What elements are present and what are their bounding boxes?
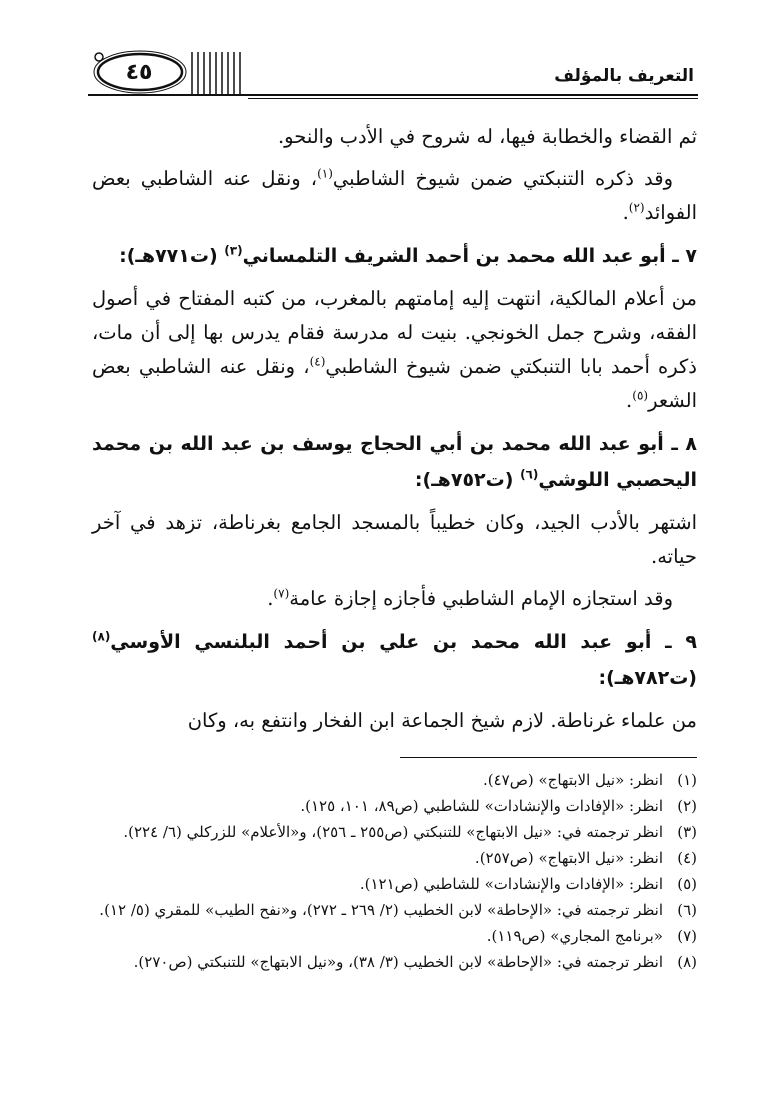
footnote-separator <box>400 757 697 758</box>
paragraph-5-text-b: . <box>267 587 274 610</box>
footnote <box>92 872 697 897</box>
footnote-text: انظر ترجمته في: «الإحاطة» لابن الخطيب (٣/ ٣٨)، و«نيل الابتهاج» للتنبكتي (ص٢٧٠). <box>133 953 663 971</box>
footnote-number: (٦) <box>677 901 697 919</box>
footnote-text: انظر: «الإفادات والإنشادات» للشاطبي (ص٨٩، ١٠١، ١٢٥). <box>300 797 663 815</box>
heading-7-text: ٧ ـ أبو عبد الله محمد بن أحمد الشريف التلمساني <box>242 245 697 267</box>
paragraph-2-text-c: . <box>622 201 629 224</box>
footnote-text: انظر: «نيل الابتهاج» (ص٤٧). <box>482 771 663 789</box>
page-header <box>88 48 698 100</box>
footnote-text: انظر ترجمته في: «الإحاطة» لابن الخطيب (٢/ ٢٦٩ ـ ٢٧٢)، و«نفح الطيب» للمقري (٥/ ١٢). <box>99 901 663 919</box>
paragraph-1 <box>92 120 697 154</box>
paragraph-5-text-a: وقد استجازه الإمام الشاطبي فأجازه إجازة عامة <box>289 587 673 610</box>
footnote-number: (٨) <box>677 953 697 971</box>
footnote-text: انظر: «نيل الابتهاج» (ص٢٥٧). <box>474 849 663 867</box>
paragraph-2-text-a: وقد ذكره التنبكتي ضمن شيوخ الشاطبي <box>332 167 673 190</box>
paragraph-3-text-c: . <box>626 389 633 412</box>
footnote-number: (٧) <box>677 927 697 945</box>
footnote-ref-1[interactable]: (١) <box>317 166 333 181</box>
footnote <box>92 768 697 793</box>
footnote-ref-6[interactable]: (٦) <box>520 467 539 482</box>
paragraph-5 <box>92 582 697 616</box>
header-rule <box>88 94 698 96</box>
footnote-text: انظر: «الإفادات والإنشادات» للشاطبي (ص١٢١). <box>359 875 663 893</box>
footnote-number: (٣) <box>677 823 697 841</box>
heading-8 <box>92 426 697 498</box>
footnote-number: (٢) <box>677 797 697 815</box>
footnote-number: (٤) <box>677 849 697 867</box>
footnote <box>92 898 697 923</box>
body-text <box>92 120 697 746</box>
paragraph-3-text-b: ، ونقل عنه الشاطبي بعض الشعر <box>92 355 697 412</box>
paragraph-4 <box>92 506 697 574</box>
footnote-ref-5[interactable]: (٥) <box>632 388 649 403</box>
footnote-ref-7[interactable]: (٧) <box>273 586 290 601</box>
paragraph-6-text: من علماء غرناطة. لازم شيخ الجماعة ابن الفخار وانتفع به، وكان <box>187 709 697 732</box>
footnote-ref-3[interactable]: (٣) <box>224 243 243 258</box>
footnote-number: (١) <box>677 771 697 789</box>
footnote <box>92 950 697 975</box>
heading-9-date: (ت٧٨٢هـ): <box>598 667 697 689</box>
page-title: التعريف بالمؤلف <box>554 66 694 86</box>
paragraph-4-text: اشتهر بالأدب الجيد، وكان خطيباً بالمسجد الجامع بغرناطة، تزهد في آخر حياته. <box>92 511 697 568</box>
footnote <box>92 794 697 819</box>
heading-7 <box>92 238 697 274</box>
footnote-number: (٥) <box>677 875 697 893</box>
heading-9-text: ٩ ـ أبو عبد الله محمد بن علي بن أحمد البلنسي الأوسي <box>110 631 697 653</box>
paragraph-2 <box>92 162 697 230</box>
footnote-text: انظر ترجمته في: «نيل الابتهاج» للتنبكتي (ص٢٥٥ ـ ٢٥٦)، و«الأعلام» للزركلي (٦/ ٢٢٤). <box>123 823 663 841</box>
heading-7-date: (ت٧٧١هـ): <box>119 245 225 267</box>
footnote <box>92 846 697 871</box>
paragraph-6 <box>92 704 697 738</box>
paragraph-3-text-a: من أعلام المالكية، انتهت إليه إمامتهم بالمغرب، من كتبه المفتاح في أصول الفقه، وشرح جمل الخونجي. بنيت له مدرسة فقام يدرس بها إلى أن مات، ذكره أحمد بابا التنبكتي ضمن شيوخ الشاطبي <box>92 287 697 378</box>
heading-9 <box>92 624 697 696</box>
header-rule-thin <box>248 98 698 99</box>
footnote <box>92 924 697 949</box>
footnote-text: «برنامج المجاري» (ص١١٩). <box>486 927 663 945</box>
footnote <box>92 820 697 845</box>
footnote-ref-4[interactable]: (٤) <box>309 354 326 369</box>
paragraph-2-text-b: ، ونقل عنه الشاطبي بعض الفوائد <box>92 167 697 224</box>
footnote-ref-2[interactable]: (٢) <box>628 200 645 215</box>
page-number: ٤٥ <box>125 60 153 85</box>
footnote-ref-8[interactable]: (٨) <box>92 629 111 644</box>
paragraph-3 <box>92 282 697 418</box>
paragraph-1-text: ثم القضاء والخطابة فيها، له شروح في الأدب والنحو. <box>277 125 697 148</box>
heading-8-text: ٨ ـ أبو عبد الله محمد بن أبي الحجاج يوسف بن عبد الله بن محمد اليحصبي اللوشي <box>92 433 697 491</box>
footnotes <box>92 768 697 976</box>
heading-8-date: (ت٧٥٢هـ): <box>414 469 521 491</box>
